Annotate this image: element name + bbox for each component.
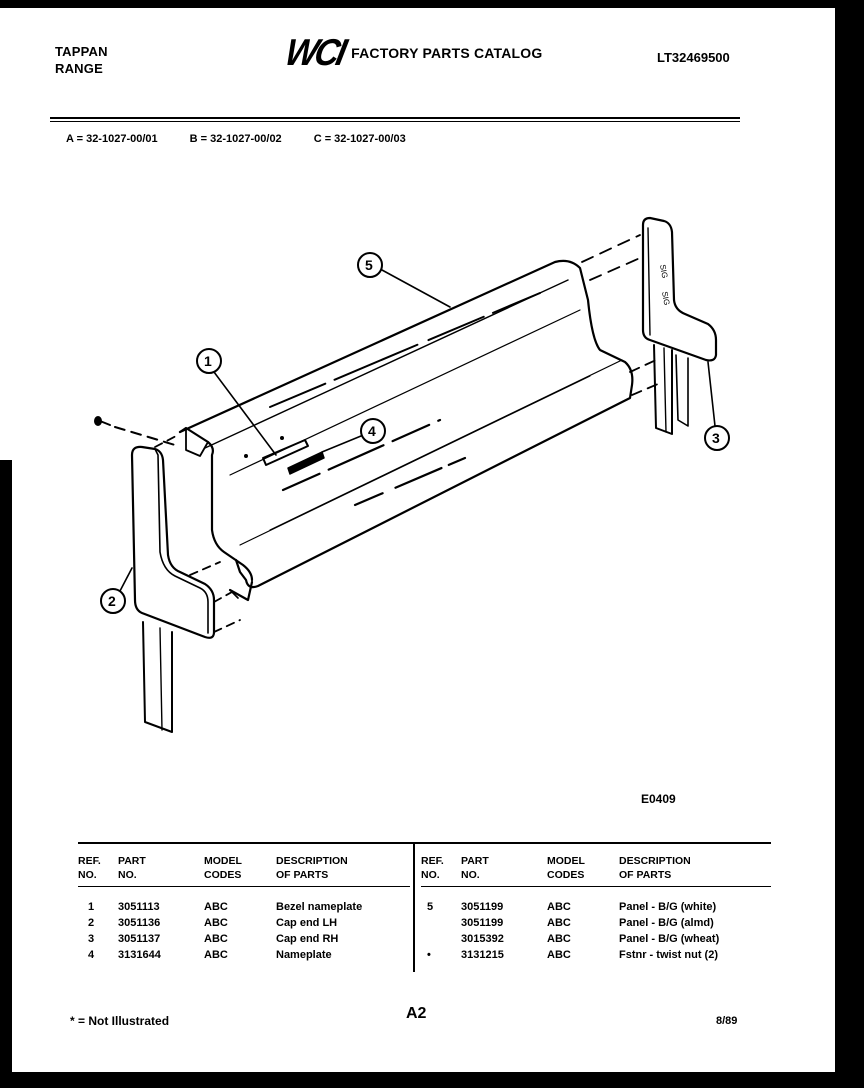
table-row: 3 3051137 ABC Cap end RH bbox=[88, 933, 339, 945]
table-header-row bbox=[78, 843, 410, 887]
not-illustrated-note: * = Not Illustrated bbox=[70, 1014, 170, 1028]
model-code-a: A = 32-1027-00/01 bbox=[66, 133, 158, 145]
screw bbox=[94, 416, 175, 445]
svg-text:5: 5 bbox=[365, 257, 373, 273]
nameplate-parts bbox=[244, 436, 324, 474]
revision-date: 8/89 bbox=[716, 1015, 738, 1027]
col-ref-no: REF. NO. bbox=[421, 843, 461, 887]
table-row: 3015392 ABC Panel - B/G (wheat) bbox=[461, 933, 720, 945]
col-part-no: PART NO. bbox=[118, 843, 204, 887]
wci-logo: WCI bbox=[281, 32, 348, 74]
col-description: DESCRIPTION OF PARTS bbox=[276, 843, 410, 887]
model-code-c: C = 32-1027-00/03 bbox=[313, 133, 406, 145]
callout-5 bbox=[358, 253, 450, 307]
table-row: 5 3051199 ABC Panel - B/G (white) bbox=[427, 901, 717, 913]
table-header-row bbox=[421, 843, 771, 887]
table-divider bbox=[413, 842, 415, 972]
parts-table-right bbox=[421, 842, 771, 963]
figure-code: E0409 bbox=[641, 792, 676, 806]
catalog-number: LT32469500 bbox=[657, 50, 730, 65]
catalog-title: FACTORY PARTS CATALOG bbox=[351, 45, 543, 61]
callout-1 bbox=[197, 349, 276, 455]
table-row: 1 3051113 ABC Bezel nameplate bbox=[88, 901, 363, 913]
callout-2 bbox=[101, 568, 132, 613]
svg-text:1: 1 bbox=[204, 353, 212, 369]
col-description: DESCRIPTION OF PARTS bbox=[619, 843, 771, 887]
col-ref-no: REF. NO. bbox=[78, 843, 118, 887]
table-row: • 3131215 ABC Fstnr - twist nut (2) bbox=[427, 949, 718, 961]
model-code-b: B = 32-1027-00/02 bbox=[189, 133, 282, 145]
svg-text:3: 3 bbox=[712, 430, 720, 446]
callout-3 bbox=[705, 362, 729, 450]
brand-name: TAPPAN bbox=[55, 44, 108, 59]
svg-text:2: 2 bbox=[108, 593, 116, 609]
svg-text:SIG: SIG bbox=[660, 290, 672, 306]
backguard-panel bbox=[180, 261, 632, 600]
svg-text:4: 4 bbox=[368, 423, 376, 439]
col-model-codes: MODEL CODES bbox=[547, 843, 619, 887]
parts-table-left bbox=[78, 842, 410, 963]
table-row: 2 3051136 ABC Cap end LH bbox=[88, 917, 338, 929]
cap-end-left bbox=[132, 435, 240, 732]
col-model-codes: MODEL CODES bbox=[204, 843, 276, 887]
cap-end-right bbox=[582, 218, 716, 434]
product-type: RANGE bbox=[55, 61, 103, 76]
callout-4 bbox=[322, 419, 385, 452]
table-row: 4 3131644 ABC Nameplate bbox=[88, 949, 332, 961]
table-row: 3051199 ABC Panel - B/G (almd) bbox=[461, 917, 714, 929]
col-part-no: PART NO. bbox=[461, 843, 547, 887]
page-number: A2 bbox=[406, 1005, 427, 1022]
svg-text:SIG: SIG bbox=[658, 263, 670, 279]
